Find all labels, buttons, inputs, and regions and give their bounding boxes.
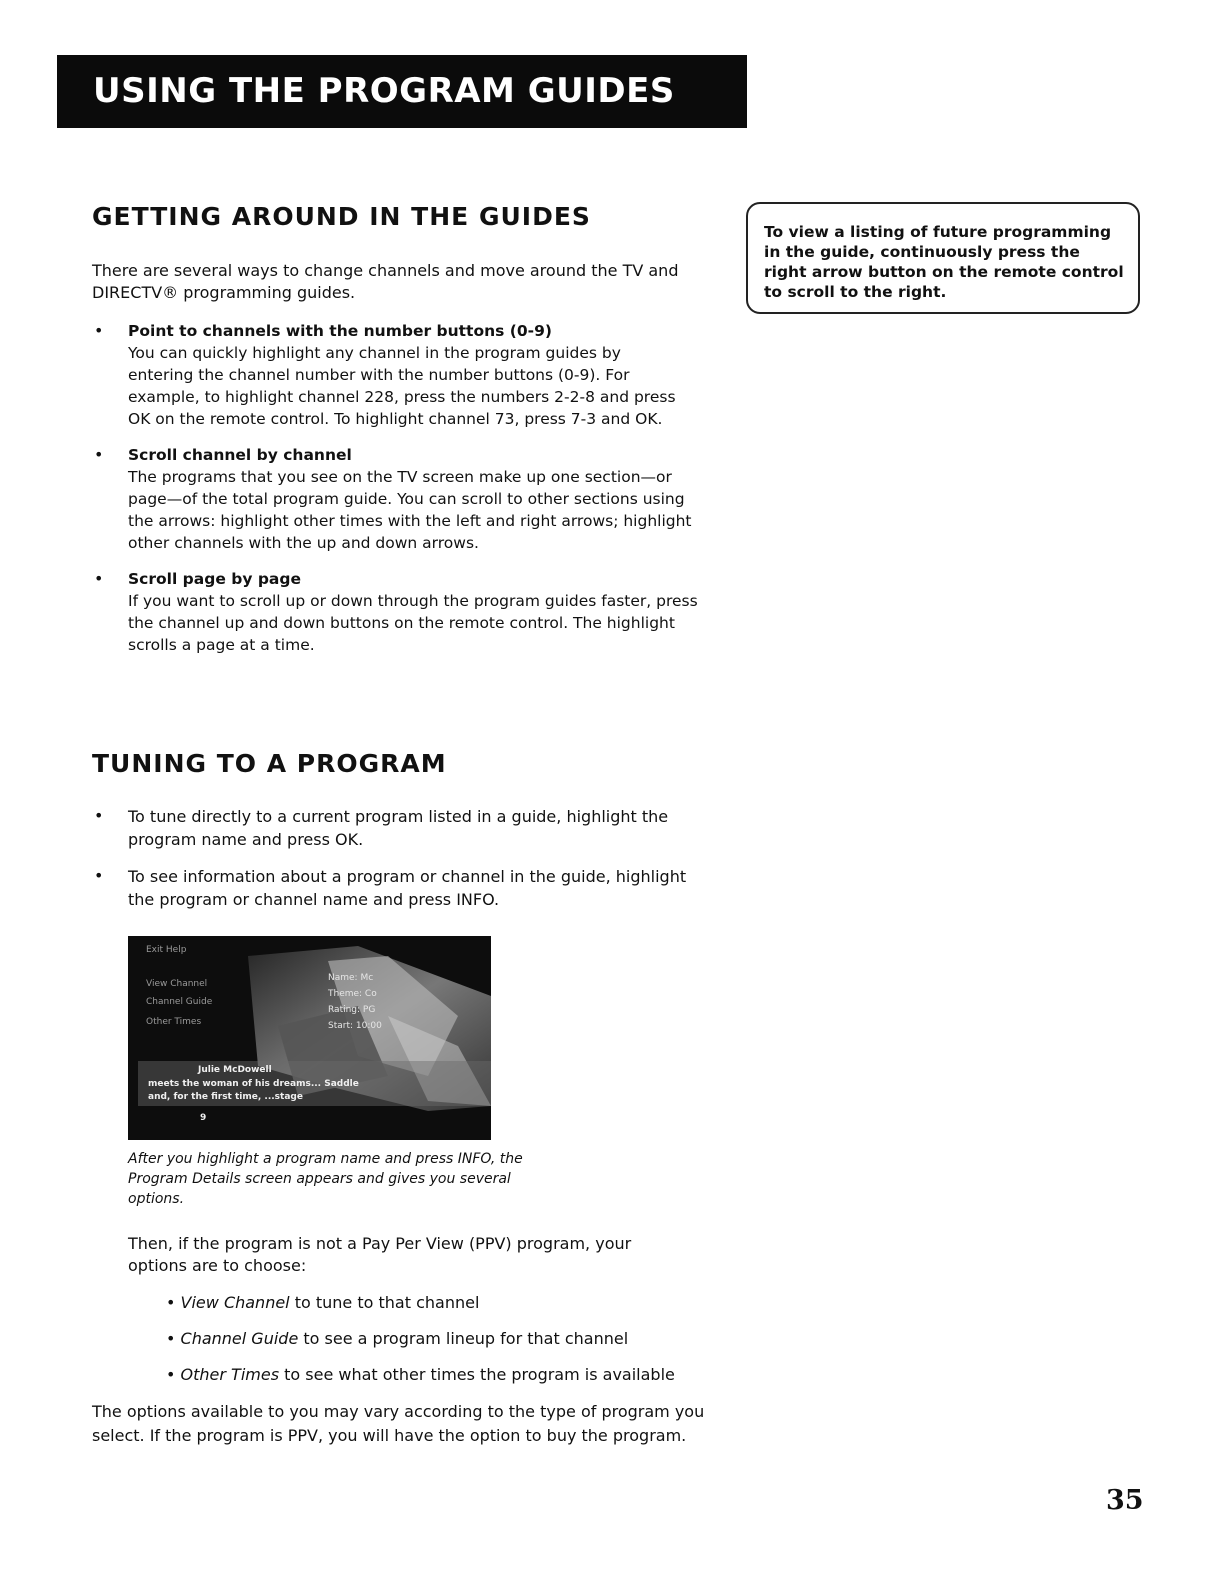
screenshot-photo [128, 936, 491, 1140]
intro-paragraph: There are several ways to change channels and move around the TV and DIRECTV® programming guides. [92, 261, 679, 302]
section-heading-getting-around: GETTING AROUND IN THE GUIDES [92, 202, 591, 231]
bullet-body: You can quickly highlight any channel in the program guides by entering the channel number with the number buttons (0-9). For example, to highlight channel 228, press the numbers 2-2-8 and press OK on the remote control. To highlight channel 73, press 7-3 and OK. [128, 344, 676, 428]
option-name: View Channel [180, 1293, 290, 1312]
bullet-list-navigation [92, 320, 712, 656]
menu-exit-help: Exit Help [146, 945, 187, 955]
menu-other-times: Other Times [146, 1017, 202, 1027]
bullet-icon: • [94, 806, 104, 825]
info-start: Start: 10:00 [328, 1021, 382, 1031]
list-item [166, 1328, 675, 1350]
options-list [166, 1292, 675, 1386]
option-desc: to tune to that channel [289, 1293, 480, 1312]
program-details-screenshot [128, 936, 491, 1140]
bullet-title: Point to channels with the number buttons (0-9) [128, 322, 552, 340]
bullet-icon: • [94, 321, 104, 340]
section-heading-tuning: TUNING TO A PROGRAM [92, 749, 447, 778]
list-item [92, 320, 712, 430]
list-item [92, 568, 712, 656]
info-rating: Rating: PG [328, 1005, 376, 1015]
closing-paragraph: The options available to you may vary according to the type of program you select. If the program is PPV, you will have the option to buy the program. [92, 1402, 705, 1445]
list-item [92, 865, 712, 911]
list-item [92, 444, 712, 554]
bullet-title: Scroll page by page [128, 570, 301, 588]
desc-line-3: and, for the first time, ...stage [148, 1092, 303, 1102]
bullet-body: The programs that you see on the TV screen make up one section—or page—of the total program guide. You can scroll to other sections using the arrows: highlight other times with the left and right arrows; highlight other channels with the up and down arrows. [128, 468, 692, 552]
screen-footer-mark: 9 [200, 1113, 207, 1123]
bullet-icon: • [166, 1329, 181, 1348]
list-item [166, 1292, 675, 1314]
then-paragraph: Then, if the program is not a Pay Per View (PPV) program, your options are to choose: [128, 1234, 632, 1275]
option-name: Other Times [180, 1365, 280, 1384]
list-item [92, 805, 712, 851]
menu-view-channel: View Channel [146, 979, 208, 989]
bullet-icon: • [166, 1365, 181, 1384]
bullet-title: Scroll channel by channel [128, 446, 352, 464]
bullet-icon: • [94, 866, 104, 885]
desc-line-2: meets the woman of his dreams... Saddle [148, 1079, 359, 1089]
bullet-body: To tune directly to a current program listed in a guide, highlight the program name and press OK. [128, 807, 669, 849]
tip-callout-box [746, 202, 1140, 314]
bullet-body: If you want to scroll up or down through the program guides faster, press the channel up and down buttons on the remote control. The highlight scrolls a page at a time. [128, 592, 698, 654]
option-desc: to see what other times the program is available [279, 1365, 675, 1384]
list-item [166, 1364, 675, 1386]
bullet-icon: • [94, 445, 104, 464]
option-desc: to see a program lineup for that channel [298, 1329, 629, 1348]
info-name: Name: Mc [328, 973, 374, 983]
menu-channel-guide: Channel Guide [146, 997, 213, 1007]
screenshot-caption: After you highlight a program name and press INFO, the Program Details screen appears and gives you several options. [128, 1151, 523, 1207]
info-theme: Theme: Co [328, 989, 377, 999]
bullet-icon: • [94, 569, 104, 588]
page-title: USING THE PROGRAM GUIDES [93, 71, 675, 111]
bullet-body: To see information about a program or channel in the guide, highlight the program or channel name and press INFO. [128, 867, 687, 909]
bullet-list-tuning [92, 805, 712, 911]
bullet-icon: • [166, 1293, 181, 1312]
page-title-banner [57, 55, 747, 128]
page-number: 35 [1106, 1485, 1144, 1516]
option-name: Channel Guide [180, 1329, 299, 1348]
tip-text: To view a listing of future programming in the guide, continuously press the right arrow button on the remote control to scroll to the right. [764, 223, 1124, 301]
desc-line-1: Julie McDowell [198, 1065, 272, 1075]
